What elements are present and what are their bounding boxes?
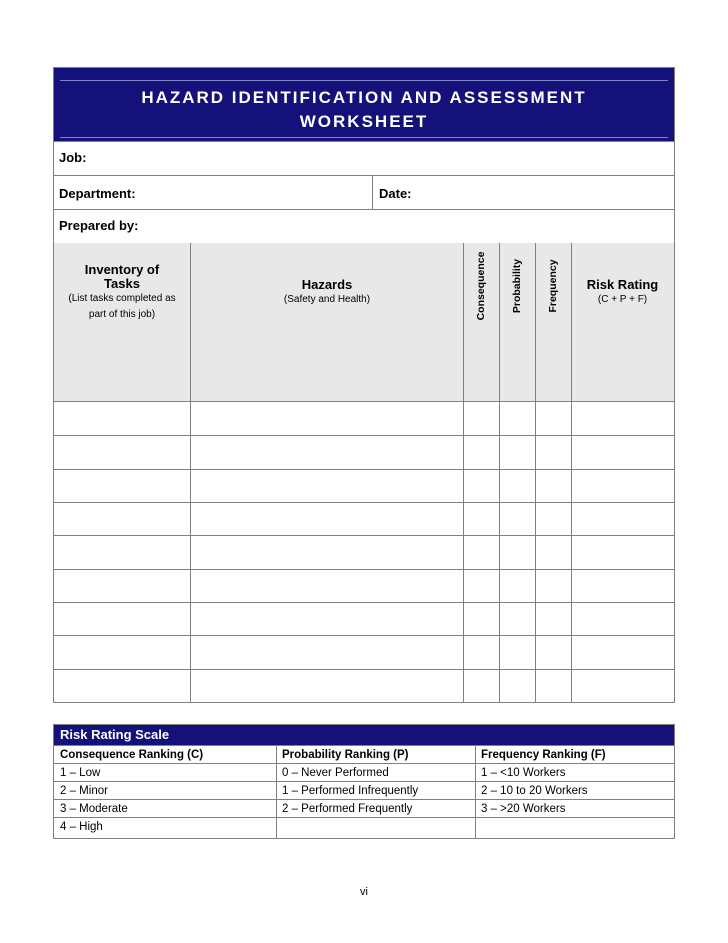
worksheet-form [53, 67, 675, 703]
inventory-title-2: Tasks [104, 276, 140, 291]
frequency-header [535, 243, 570, 328]
inventory-sub-1: (List tasks completed as [68, 293, 176, 304]
table-row[interactable] [54, 669, 674, 702]
table-row[interactable] [54, 402, 674, 435]
scale-header-row [54, 745, 674, 764]
probability-label: Probability [510, 258, 523, 313]
table-row[interactable] [54, 469, 674, 502]
scale-cell: 1 – Performed Infrequently [282, 785, 419, 797]
department-date-row [54, 176, 674, 210]
inventory-header [54, 263, 190, 323]
worksheet-title-bar [54, 68, 674, 142]
consequence-label: Consequence [474, 251, 487, 320]
hazards-header [191, 278, 463, 308]
consequence-header [463, 243, 498, 328]
table-row[interactable] [54, 635, 674, 668]
table-row[interactable] [54, 569, 674, 602]
scale-row [54, 781, 674, 800]
prepared-by-label: Prepared by: [59, 218, 139, 233]
worksheet-title-line-1: HAZARD IDENTIFICATION AND ASSESSMENT [141, 88, 587, 107]
page-number: vi [360, 886, 368, 898]
scale-cell: 2 – Minor [60, 785, 108, 797]
risk-rating-sub: (C + P + F) [597, 294, 648, 305]
job-label: Job: [59, 150, 87, 165]
job-row[interactable] [54, 142, 674, 176]
scale-header-consequence: Consequence Ranking (C) [60, 749, 204, 761]
date-divider [372, 176, 373, 209]
table-row[interactable] [54, 535, 674, 568]
date-label: Date: [379, 186, 412, 201]
probability-header [499, 243, 534, 328]
hazards-sub: (Safety and Health) [283, 294, 371, 305]
table-row[interactable] [54, 435, 674, 468]
worksheet-title-line-2: WORKSHEET [299, 112, 429, 131]
scale-cell [475, 818, 481, 836]
scale-cell [276, 818, 282, 836]
risk-rating-header [571, 278, 674, 308]
table-row[interactable] [54, 502, 674, 535]
scale-row [54, 817, 674, 836]
scale-cell: 3 – >20 Workers [481, 803, 566, 815]
frequency-label: Frequency [546, 258, 559, 313]
table-row[interactable] [54, 602, 674, 635]
risk-rating-title: Risk Rating [586, 277, 659, 292]
title-rule-top [60, 80, 668, 81]
title-rule-bottom [60, 137, 668, 138]
scale-header-probability: Probability Ranking (P) [282, 749, 409, 761]
department-label: Department: [59, 186, 136, 201]
scale-title: Risk Rating Scale [54, 725, 674, 745]
inventory-sub-2: part of this job) [88, 309, 156, 320]
scale-row [54, 799, 674, 818]
scale-cell: 3 – Moderate [60, 803, 128, 815]
scale-header-frequency: Frequency Ranking (F) [481, 749, 606, 761]
scale-cell: 4 – High [60, 821, 103, 833]
risk-rating-scale [53, 724, 675, 839]
scale-cell: 1 – <10 Workers [481, 767, 566, 779]
scale-cell: 2 – 10 to 20 Workers [481, 785, 588, 797]
prepared-by-row[interactable] [54, 210, 674, 244]
scale-cell: 1 – Low [60, 767, 101, 779]
scale-cell: 0 – Never Performed [282, 767, 389, 779]
scale-cell: 2 – Performed Frequently [282, 803, 413, 815]
scale-row [54, 763, 674, 782]
hazards-title: Hazards [301, 277, 353, 292]
inventory-title-1: Inventory of [84, 262, 160, 277]
